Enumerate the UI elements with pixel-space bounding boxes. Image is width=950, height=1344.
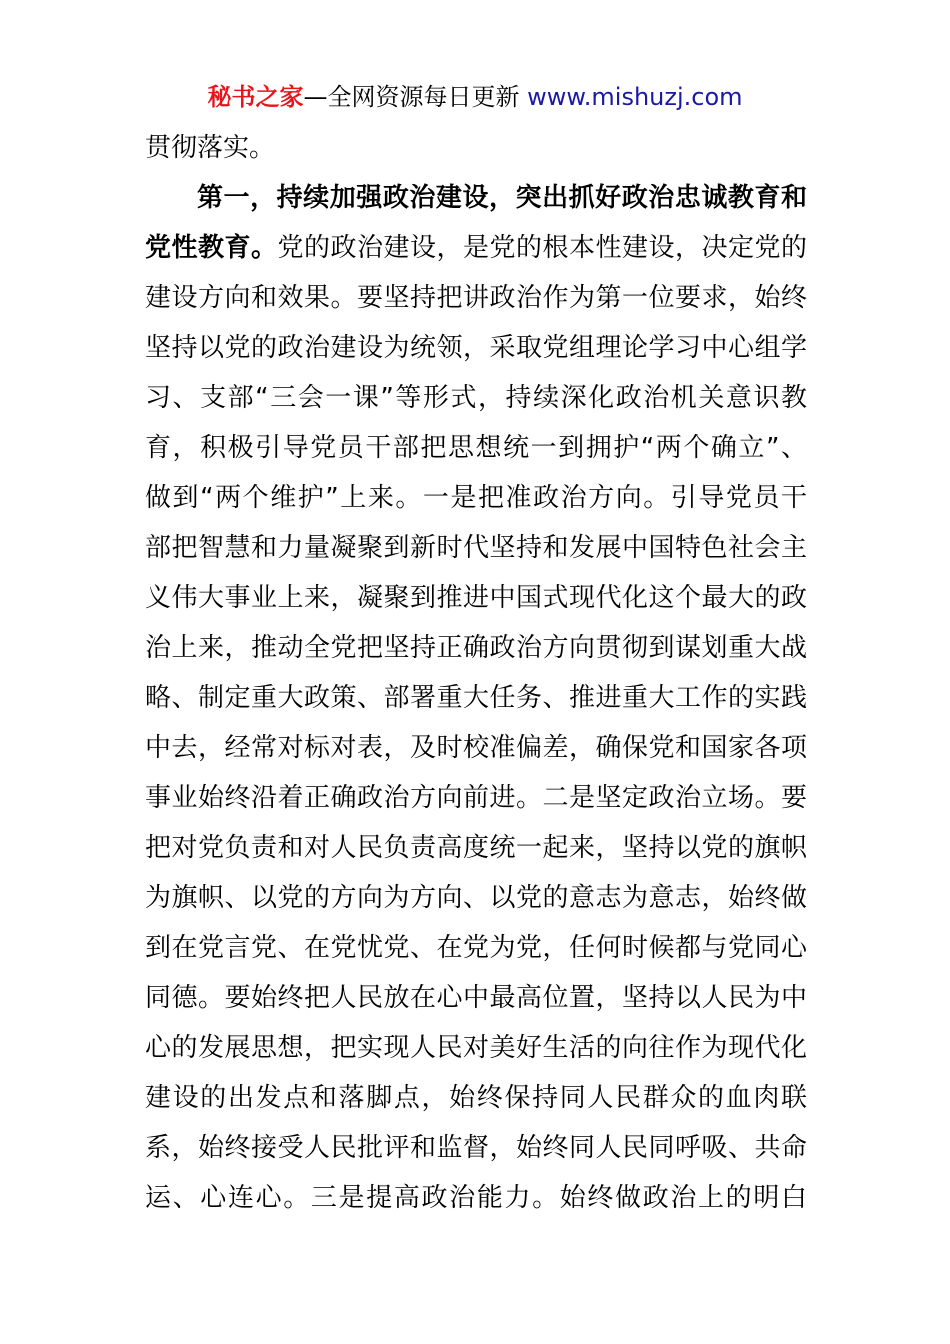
text-line (145, 223, 807, 273)
text-line: 事业始终沿着正确政治方向前进。二是坚定政治立场。要 (145, 783, 807, 813)
text-line: 运、心连心。三是提高政治能力。始终做政治上的明白 (145, 1183, 807, 1213)
text-line: 义伟大事业上来，凝聚到推进中国式现代化这个最大的政 (145, 583, 807, 613)
text-line: 略、制定重大政策、部署重大任务、推进重大工作的实践 (145, 683, 807, 713)
text-line: 育，积极引导党员干部把思想统一到拥护“两个确立”、 (145, 433, 807, 463)
site-brand: 秘书之家 (207, 83, 304, 111)
site-header (0, 80, 950, 114)
site-tagline: —全网资源每日更新 (303, 83, 528, 111)
text-line: 部把智慧和力量凝聚到新时代坚持和发展中国特色社会主 (145, 533, 807, 563)
text-line: 心的发展思想，把实现人民对美好生活的向往作为现代化 (145, 1033, 807, 1063)
section-heading: 第一，持续加强政治建设，突出抓好政治忠诚教育和 (197, 183, 807, 213)
text-line (145, 173, 807, 223)
text-line: 建设的出发点和落脚点，始终保持同人民群众的血肉联 (145, 1083, 807, 1113)
document-body (145, 123, 807, 1223)
text-line: 系，始终接受人民批评和监督，始终同人民同呼吸、共命 (145, 1133, 807, 1163)
text-line: 把对党负责和对人民负责高度统一起来，坚持以党的旗帜 (145, 833, 807, 863)
site-url-link[interactable]: www.mishuzj.com (527, 83, 743, 111)
text-line: 贯彻落实。 (145, 133, 276, 163)
text-line: 为旗帜、以党的方向为方向、以党的意志为意志，始终做 (145, 883, 807, 913)
text-line: 建设方向和效果。要坚持把讲政治作为第一位要求，始终 (145, 283, 807, 313)
text-line: 同德。要始终把人民放在心中最高位置，坚持以人民为中 (145, 983, 807, 1013)
text-line: 治上来，推动全党把坚持正确政治方向贯彻到谋划重大战 (145, 633, 807, 663)
text-run: 党的政治建设，是党的根本性建设，决定党的 (277, 233, 807, 263)
text-line: 习、支部“三会一课”等形式，持续深化政治机关意识教 (145, 383, 807, 413)
text-line: 做到“两个维护”上来。一是把准政治方向。引导党员干 (145, 483, 807, 513)
text-line: 到在党言党、在党忧党、在党为党，任何时候都与党同心 (145, 933, 807, 963)
section-heading-end: 党性教育。 (145, 233, 278, 263)
text-line: 坚持以党的政治建设为统领，采取党组理论学习中心组学 (145, 333, 807, 363)
text-line: 中去，经常对标对表，及时校准偏差，确保党和国家各项 (145, 733, 807, 763)
